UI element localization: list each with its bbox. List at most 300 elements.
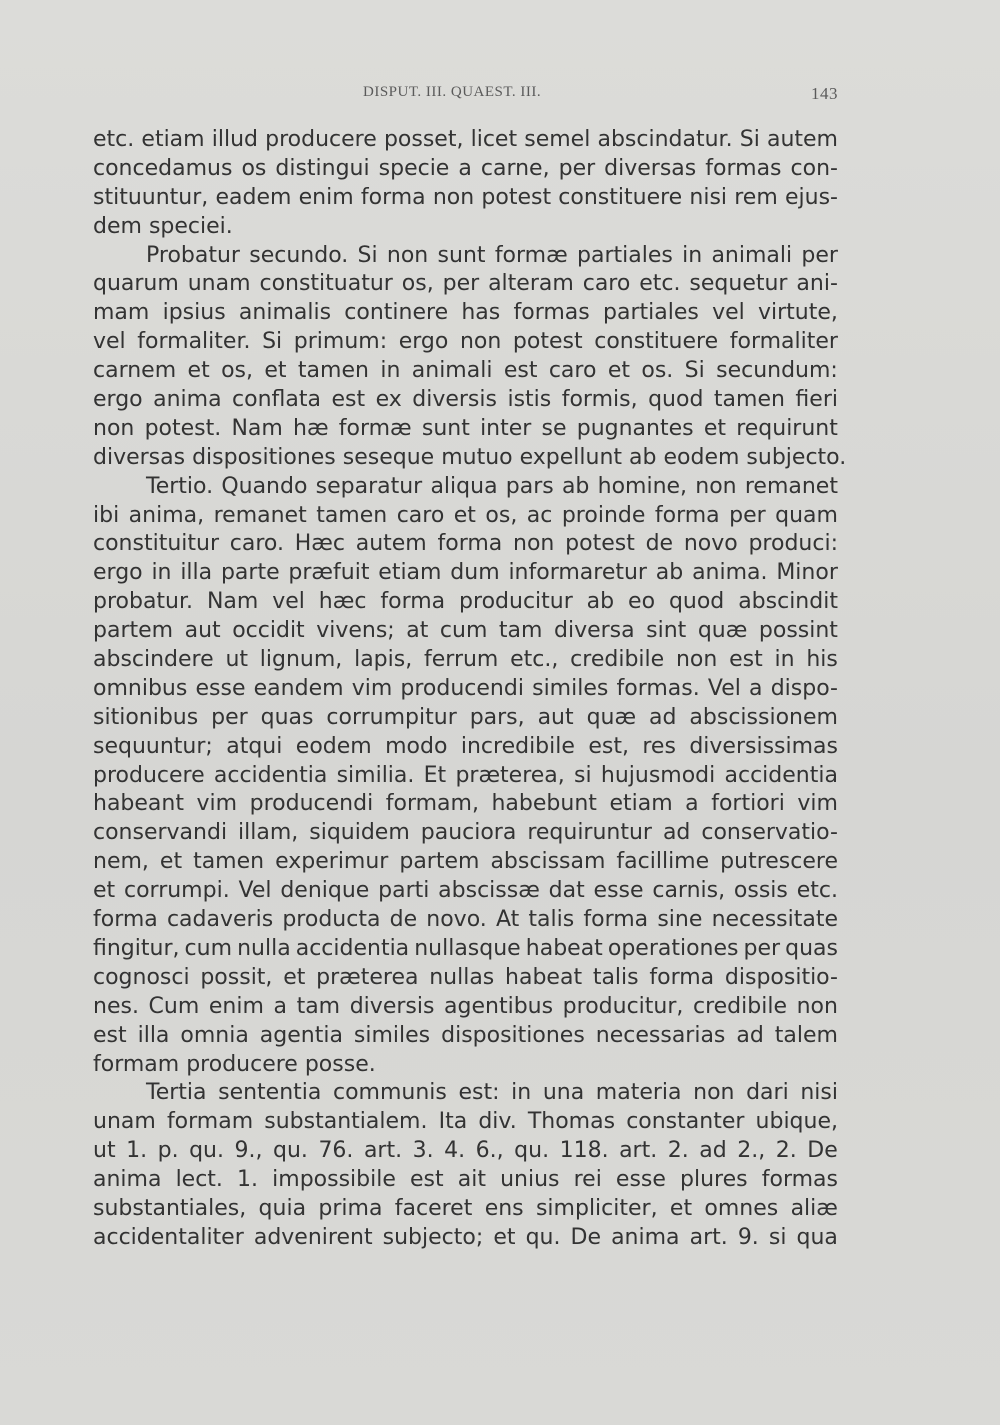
word: unius: [500, 1167, 560, 1193]
text-line: [93, 906, 838, 935]
word: conflata: [232, 387, 321, 413]
word: simpliciter,: [535, 1195, 658, 1221]
word: ad: [662, 820, 691, 846]
word: de: [645, 531, 674, 557]
word: De: [570, 1224, 602, 1250]
word: et: [669, 1195, 693, 1221]
word: præfuit: [288, 560, 370, 586]
word: una: [542, 1080, 585, 1106]
word: producitur: [459, 589, 573, 615]
word: Thomas: [527, 1109, 616, 1135]
word: et: [264, 358, 287, 384]
text-line: [93, 473, 838, 502]
word: anima: [153, 387, 222, 413]
word: 2.: [667, 1138, 689, 1164]
word: Hæc: [294, 531, 345, 557]
text-line: [93, 126, 838, 155]
word: ait: [457, 1167, 486, 1193]
word: prima: [318, 1195, 383, 1221]
word: est: [331, 387, 366, 413]
word: enim: [298, 184, 354, 210]
word: probatur.: [93, 589, 194, 615]
word: ad: [736, 1022, 764, 1048]
word: Minor: [776, 560, 838, 586]
word: caro: [582, 271, 631, 297]
word: constanter: [626, 1109, 745, 1135]
word: eadem: [215, 184, 292, 210]
word: per: [558, 155, 596, 181]
word: vim: [196, 791, 238, 817]
word: ani-: [796, 271, 838, 297]
word: quæ: [697, 618, 748, 644]
word: anima.: [692, 560, 768, 586]
word: dispositiones: [441, 1022, 585, 1048]
text-line: [93, 964, 838, 993]
word: formas.: [616, 675, 700, 701]
text-line: [93, 1137, 838, 1166]
word: diversas: [604, 155, 697, 181]
word: a: [685, 791, 699, 817]
text-line: [93, 184, 838, 213]
word: habebunt: [491, 791, 597, 817]
text-line: [93, 213, 838, 242]
word: art.: [363, 1138, 403, 1164]
word: accidentia: [213, 762, 328, 788]
word: non: [675, 647, 718, 673]
word: formam,: [385, 791, 479, 817]
word: habeant: [93, 791, 184, 817]
word: os: [241, 155, 267, 181]
word: talis: [528, 907, 575, 933]
word: fortiori: [711, 791, 785, 817]
word: forma: [360, 184, 426, 210]
word: Si: [262, 329, 283, 355]
text-line: [93, 877, 838, 906]
word: forma: [93, 907, 158, 933]
word: et: [493, 1224, 516, 1250]
word: parti: [378, 878, 430, 904]
text-line: [93, 155, 838, 184]
word: in: [682, 242, 703, 268]
word: anima: [93, 1167, 162, 1193]
word: dispo-: [770, 675, 838, 701]
word: nulla: [237, 935, 291, 961]
word: animalis: [238, 300, 332, 326]
word: semel: [524, 127, 591, 152]
word: cum: [439, 618, 488, 644]
text-line: [93, 588, 838, 617]
word: parte: [220, 560, 280, 586]
word: inter: [480, 415, 532, 441]
word: tam: [498, 618, 543, 644]
word: qu.: [273, 1138, 308, 1164]
word: per: [801, 242, 838, 268]
word: diversissimas: [689, 733, 838, 759]
word: concedamus: [93, 155, 233, 181]
text-line: [93, 790, 838, 819]
word: cadaveris: [166, 907, 274, 933]
word: esse: [615, 1167, 666, 1193]
word: et: [703, 415, 726, 441]
word: qu.: [189, 1138, 224, 1164]
word: agentibus: [444, 993, 554, 1019]
word: produci:: [748, 531, 838, 557]
word: 118.: [559, 1138, 609, 1164]
word: partem: [93, 618, 174, 644]
word: subjecto.: [746, 444, 847, 470]
word: 9.: [737, 1224, 759, 1250]
word: substantiales,: [93, 1195, 247, 1221]
word: sint: [646, 618, 687, 644]
word: specie: [378, 155, 450, 181]
word: Quando: [221, 473, 308, 499]
text-line: [93, 762, 838, 791]
word: partiales: [577, 242, 673, 268]
word: in: [774, 647, 795, 673]
word: per: [442, 271, 480, 297]
word: 4.: [444, 1138, 466, 1164]
word: denique: [280, 878, 370, 904]
word: rem: [734, 184, 778, 210]
text-line: [93, 299, 838, 328]
word: carnem: [93, 358, 177, 384]
word: operationes: [607, 935, 739, 961]
word: formaliter.: [137, 329, 251, 355]
word: necessitate: [711, 907, 838, 933]
word: quia: [258, 1195, 307, 1221]
word: rei: [573, 1167, 602, 1193]
word: abscindere: [93, 647, 214, 673]
word: quarum: [93, 271, 179, 297]
word: ab: [629, 444, 657, 470]
word: formas: [761, 1167, 838, 1193]
word: formas: [513, 300, 590, 326]
word: caro: [396, 502, 445, 528]
word: homine,: [597, 473, 688, 499]
word: vel: [272, 589, 305, 615]
word: habeat: [505, 964, 583, 990]
word: ens: [484, 1195, 524, 1221]
word: istis: [507, 387, 552, 413]
word: pars,: [469, 704, 525, 730]
word: sequuntur;: [93, 733, 213, 759]
body-text: [93, 126, 847, 1253]
word: sunt: [421, 415, 470, 441]
word: dum: [450, 560, 500, 586]
word: hæc: [318, 589, 367, 615]
word: con-: [790, 155, 838, 181]
word: etc.: [796, 878, 838, 904]
word: esse: [195, 675, 246, 701]
word: Vel: [238, 878, 272, 904]
word: ut: [93, 1138, 116, 1164]
word: distingui: [275, 155, 370, 181]
word: talem: [774, 1022, 838, 1048]
word: proinde: [561, 502, 646, 528]
word: tamen: [193, 849, 265, 875]
text-line: [93, 733, 838, 762]
word: vim: [351, 675, 393, 701]
text-line: [93, 1195, 838, 1224]
word: Ita: [438, 1109, 468, 1135]
word: aut: [537, 704, 574, 730]
word: experimur: [275, 849, 389, 875]
word: abscindit: [738, 589, 838, 615]
word: anima: [611, 1224, 680, 1250]
word: a: [273, 993, 287, 1019]
text-line: [93, 415, 838, 444]
word: os.: [641, 358, 674, 384]
page-number: 143: [811, 84, 838, 103]
running-title: DISPUT. III. QUAEST. III.: [363, 84, 542, 100]
word: caro: [548, 358, 597, 384]
word: nullasque: [414, 935, 521, 961]
word: stituuntur,: [93, 184, 209, 210]
word: dispositiones: [192, 444, 336, 470]
word: nullas: [429, 964, 495, 990]
word: incredibile: [460, 733, 575, 759]
word: vel: [712, 300, 745, 326]
word: in: [511, 1080, 532, 1106]
word: autem: [766, 127, 838, 152]
word: nem,: [93, 849, 149, 875]
word: similia.: [336, 762, 415, 788]
word: ubique,: [755, 1109, 838, 1135]
word: non: [513, 531, 555, 557]
word: et: [93, 878, 116, 904]
word: per: [743, 935, 781, 961]
word: præterea,: [455, 762, 565, 788]
word: conservatio-: [701, 820, 838, 846]
word: 3.: [412, 1138, 434, 1164]
word: nisi: [800, 1080, 838, 1106]
text-line: [93, 1079, 838, 1108]
word: si: [768, 1224, 787, 1250]
word: est: [729, 647, 763, 673]
word: diversa: [554, 618, 635, 644]
text-line: [93, 819, 838, 848]
word: os,: [485, 502, 518, 528]
word: producta: [282, 907, 381, 933]
word: producere: [93, 762, 205, 788]
word: partiales: [603, 300, 699, 326]
word: esse: [593, 878, 644, 904]
word: forma: [380, 589, 446, 615]
word: forma: [654, 502, 720, 528]
word: illa: [137, 1022, 170, 1048]
word: omnibus: [93, 675, 188, 701]
word: at: [406, 618, 429, 644]
word: ad: [649, 704, 677, 730]
word: ergo: [93, 387, 143, 413]
word: secundum:: [716, 358, 838, 384]
word: formæ: [494, 242, 568, 268]
word: enim: [208, 993, 264, 1019]
word: sine: [657, 907, 703, 933]
word: eo: [628, 589, 656, 615]
text-line: [93, 328, 838, 357]
word: potest: [565, 531, 635, 557]
word: secundo.: [249, 242, 349, 268]
word: partem: [399, 849, 480, 875]
word: etc.,: [510, 647, 559, 673]
text-line: [93, 530, 838, 559]
text-line: [93, 386, 838, 415]
word: primum:: [293, 329, 388, 355]
word: forma: [583, 907, 649, 933]
word: plures: [680, 1167, 748, 1193]
word: ad: [699, 1138, 727, 1164]
word: tamen: [713, 387, 785, 413]
word: requirunt: [736, 415, 838, 441]
word: se: [541, 415, 567, 441]
word: est: [410, 1167, 444, 1193]
word: nisi: [689, 184, 728, 210]
word: similes: [353, 1022, 431, 1048]
word: corrumpitur: [326, 704, 457, 730]
text-line: [93, 357, 838, 386]
word: credibile: [570, 647, 665, 673]
word: novo.: [426, 907, 487, 933]
word: qu.: [525, 1224, 561, 1250]
word: a: [458, 155, 472, 181]
word: constituitur: [93, 531, 219, 557]
word: sequetur: [689, 271, 788, 297]
word: lignum,: [259, 647, 343, 673]
word: etc.: [639, 271, 681, 297]
word: facillime: [616, 849, 710, 875]
word: omnes: [704, 1195, 779, 1221]
word: res: [642, 733, 676, 759]
word: qua: [796, 1224, 838, 1250]
word: hujusmodi: [600, 762, 716, 788]
word: substantialem.: [264, 1109, 428, 1135]
word: quas: [785, 935, 838, 961]
word: Nam: [206, 589, 259, 615]
word: ferrum: [424, 647, 499, 673]
word: non: [459, 329, 502, 355]
word: art.: [689, 1224, 728, 1250]
word: unam: [187, 271, 251, 297]
word: posse.: [304, 1051, 376, 1077]
word: producendi: [249, 791, 374, 817]
word: non: [432, 184, 475, 210]
word: tamen: [316, 502, 388, 528]
word: ergo: [398, 329, 449, 355]
word: constituere: [558, 184, 683, 210]
word: ut: [225, 647, 249, 673]
word: diversis: [349, 993, 435, 1019]
word: Tertio.: [146, 473, 214, 499]
word: dat: [548, 878, 585, 904]
word: siquidem: [309, 820, 410, 846]
text-line: [93, 1224, 838, 1253]
word: pars: [505, 473, 554, 499]
word: et: [187, 358, 210, 384]
word: expellunt: [519, 444, 623, 470]
word: 2.: [775, 1138, 797, 1164]
word: possit,: [200, 964, 273, 990]
word: quod: [668, 589, 725, 615]
word: producendi: [400, 675, 524, 701]
word: dari: [746, 1080, 789, 1106]
word: corrumpi.: [123, 878, 230, 904]
word: modo: [385, 733, 448, 759]
word: per: [729, 502, 766, 528]
word: cognosci: [93, 964, 190, 990]
word: necessarias: [595, 1022, 726, 1048]
word: forma: [437, 531, 503, 557]
word: habeat: [525, 935, 603, 961]
word: producere: [265, 127, 377, 152]
word: posset,: [383, 127, 464, 152]
word: sitionibus: [93, 704, 199, 730]
text-line: [93, 935, 838, 964]
text-line: [93, 1108, 838, 1137]
word: subjecto;: [382, 1224, 484, 1250]
text-line: [93, 270, 838, 299]
word: illa: [180, 560, 213, 586]
word: speciei.: [148, 213, 233, 239]
word: et: [453, 502, 476, 528]
word: etiam: [609, 791, 673, 817]
word: occidit: [232, 618, 305, 644]
word: fingitur,: [93, 935, 180, 961]
word: ossis: [733, 878, 788, 904]
word: quod: [648, 387, 704, 413]
word: has: [461, 300, 501, 326]
word: os,: [401, 271, 434, 297]
word: illam,: [238, 820, 299, 846]
word: accidentia: [295, 935, 410, 961]
word: 9.,: [234, 1138, 263, 1164]
word: abscissionem: [689, 704, 838, 730]
word: atqui: [226, 733, 283, 759]
word: sententia: [218, 1080, 322, 1106]
word: faceret: [394, 1195, 473, 1221]
word: eandem: [253, 675, 344, 701]
word: non: [93, 415, 135, 441]
word: constituatur: [259, 271, 393, 297]
word: continere: [344, 300, 449, 326]
word: separatur: [315, 473, 423, 499]
word: fieri: [795, 387, 838, 413]
text-line: [93, 848, 838, 877]
word: formam: [93, 1051, 180, 1077]
word: his: [806, 647, 838, 673]
word: non: [695, 473, 737, 499]
word: formis,: [561, 387, 638, 413]
word: pauciora: [420, 820, 517, 846]
word: de: [389, 907, 418, 933]
word: agentia: [259, 1022, 343, 1048]
word: Vel: [707, 675, 741, 701]
word: os,: [221, 358, 253, 384]
word: hæ: [293, 415, 329, 441]
word: a: [749, 675, 763, 701]
word: materia: [595, 1080, 682, 1106]
text-line: [93, 617, 838, 646]
word: eodem: [663, 444, 740, 470]
word: accidentia: [724, 762, 838, 788]
word: formas: [705, 155, 782, 181]
word: Si: [357, 242, 378, 268]
word: quas: [260, 704, 314, 730]
text-line: [93, 444, 847, 473]
word: carne,: [480, 155, 550, 181]
word: licet: [470, 127, 518, 152]
word: remanet: [213, 502, 307, 528]
